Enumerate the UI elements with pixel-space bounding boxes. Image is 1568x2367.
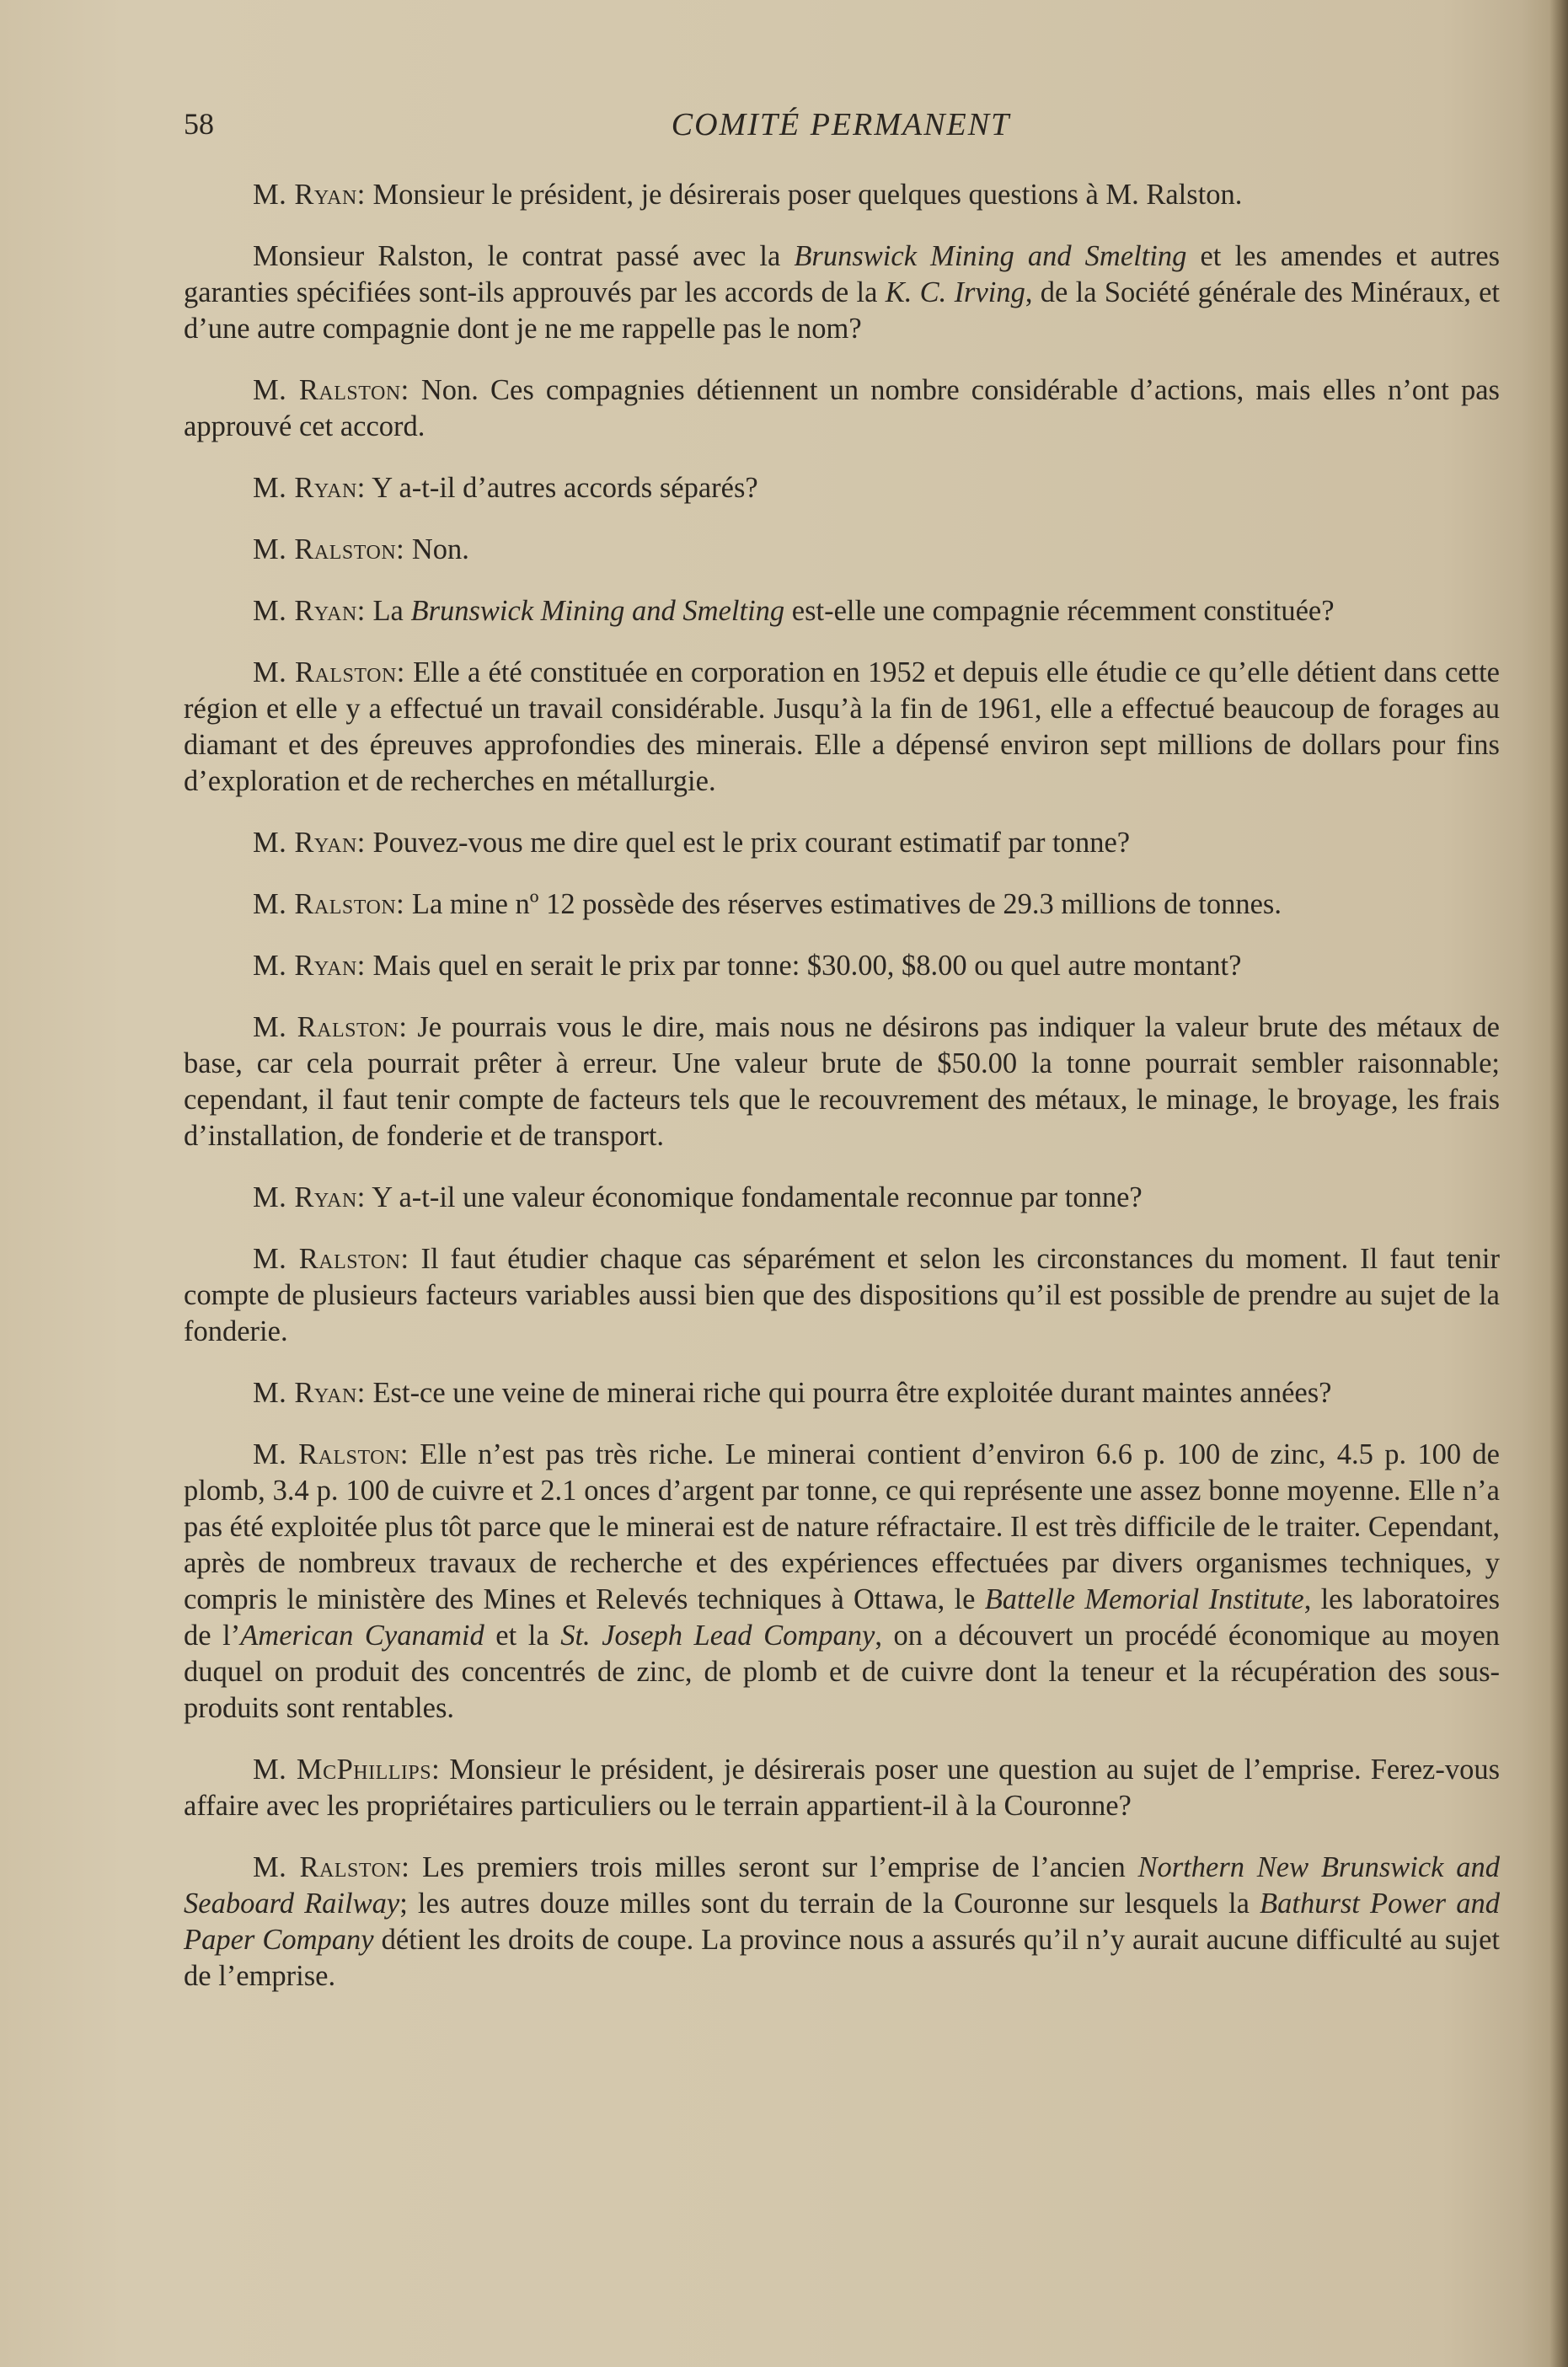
paragraph-text: La mine nº 12 possède des réserves estimatives de 29.3 millions de tonnes. — [404, 888, 1282, 920]
italic-name: Northern New Brunswick and Seaboard Railway — [184, 1851, 1500, 1920]
running-head: COMITÉ PERMANENT — [671, 107, 1011, 142]
paragraph-text: , on a découvert un procédé économique au moyen duquel on produit des concentrés de zinc, de plomb et de cuivre dont la teneur et la récupération des sous-produits sont rentables. — [184, 1620, 1501, 1724]
speaker-label: M. Ryan: — [253, 179, 366, 211]
paragraph-text: Il faut étudier chaque cas séparément et selon les circonstances du moment. Il faut tenir compte de plusieurs facteurs variables aussi bien que des dispositions qu’il est possible de prendre au sujet de la fonderie. — [184, 1243, 1500, 1347]
paragraph-text: ; les autres douze milles sont du terrain de la Couronne sur lesquels la — [399, 1888, 1260, 1920]
paragraph-text: La — [365, 595, 411, 627]
italic-name: Brunswick Mining and Smelting — [794, 240, 1187, 272]
page-header — [184, 106, 1498, 148]
italic-name: Bathurst Power and Paper Company — [184, 1888, 1500, 1956]
transcript-paragraph — [184, 655, 1500, 800]
speaker-label: M. Ralston: — [253, 1438, 409, 1470]
speaker-label: M. McPhillips: — [253, 1754, 441, 1786]
paragraph-text: Y a-t-il d’autres accords séparés? — [365, 472, 758, 504]
italic-name: Brunswick Mining and Smelting — [410, 595, 785, 627]
italic-name: St. Joseph Lead Company — [560, 1620, 875, 1652]
speaker-label: M. Ryan: — [253, 472, 366, 504]
transcript-paragraph — [184, 470, 1500, 506]
paragraph-text: et la — [484, 1620, 561, 1652]
speaker-label: M. Ralston: — [253, 656, 405, 688]
transcript-paragraph — [184, 1180, 1500, 1216]
speaker-label: M. Ryan: — [253, 1377, 366, 1409]
transcript-paragraph — [184, 1752, 1500, 1824]
paragraph-text: Est-ce une veine de minerai riche qui pourra être exploitée durant maintes années? — [365, 1377, 1332, 1409]
paragraph-text: Elle a été constituée en corporation en 1952 et depuis elle étudie ce qu’elle détient dans cette région et elle y a effectué un travail considérable. Jusqu’à la fin de 1961, elle a effectué beaucoup de forages au diamant et des épreuves approfondies des minerais. Elle a dépensé environ sept millions de dollars pour fins d’exploration et de recherches en métallurgie. — [184, 656, 1500, 797]
page-edge-shadow — [1549, 0, 1568, 2367]
paragraph-text: , de la Société générale des Minéraux, et d’une autre compagnie dont je ne me rappelle pas le nom? — [184, 276, 1501, 345]
paragraph-text: Monsieur le président, je désirerais poser une question au sujet de l’emprise. Ferez-vous affaire avec les propriétaires particuliers ou le terrain appartient-il à la Couronne? — [184, 1754, 1501, 1822]
paragraph-text: détient les droits de coupe. La province nous a assurés qu’il n’y aurait aucune difficulté au sujet de l’emprise. — [184, 1924, 1500, 1992]
paragraph-text: , les laboratoires de l’ — [184, 1583, 1501, 1652]
transcript-paragraph — [184, 1437, 1500, 1727]
paragraph-text: Monsieur Ralston, le contrat passé avec la — [253, 240, 795, 272]
paragraph-text: Non. — [404, 533, 469, 565]
paragraph-text: Mais quel en serait le prix par tonne: $30.00, $8.00 ou quel autre montant? — [365, 950, 1242, 982]
speaker-label: M. Ralston: — [253, 1243, 409, 1275]
speaker-label: M. Ralston: — [253, 374, 409, 406]
transcript-paragraph — [184, 177, 1500, 213]
paragraph-text: Pouvez-vous me dire quel est le prix courant estimatif par tonne? — [365, 827, 1131, 859]
transcript-paragraph — [184, 948, 1500, 984]
transcript-paragraph — [184, 238, 1500, 347]
italic-name: American Cyanamid — [240, 1620, 484, 1652]
transcript-body — [184, 177, 1500, 2020]
speaker-label: M. Ralston: — [253, 533, 405, 565]
speaker-label: M. Ryan: — [253, 950, 366, 982]
speaker-label: M. Ryan: — [253, 1181, 366, 1213]
transcript-paragraph — [184, 1009, 1500, 1154]
speaker-label: M. Ralston: — [253, 1851, 410, 1883]
paragraph-text: Y a-t-il une valeur économique fondamentale reconnue par tonne? — [365, 1181, 1143, 1213]
italic-name: Battelle Memorial Institute — [984, 1583, 1304, 1615]
transcript-paragraph — [184, 1241, 1500, 1350]
speaker-label: M. Ryan: — [253, 595, 366, 627]
transcript-paragraph — [184, 372, 1500, 445]
page-number: 58 — [184, 107, 214, 141]
italic-name: K. C. Irving — [885, 276, 1025, 308]
speaker-label: M. Ralston: — [253, 888, 405, 920]
transcript-paragraph — [184, 825, 1500, 861]
transcript-paragraph — [184, 886, 1500, 923]
paragraph-text: et les amendes et autres garanties spécifiées sont-ils approuvés par les accords de la — [184, 240, 1501, 308]
transcript-paragraph — [184, 593, 1500, 629]
paragraph-text: Non. Ces compagnies détiennent un nombre considérable d’actions, mais elles n’ont pas approuvé cet accord. — [184, 374, 1500, 442]
paragraph-text: Monsieur le président, je désirerais poser quelques questions à M. Ralston. — [365, 179, 1243, 211]
paragraph-text: Elle n’est pas très riche. Le minerai contient d’environ 6.6 p. 100 de zinc, 4.5 p. 100 de plomb, 3.4 p. 100 de cuivre et 2.1 onces d’argent par tonne, ce qui représente une assez bonne moyenne. Elle n’a pas été exploitée plus tôt parce que le minerai est de nature réfractaire. Il est très difficile de le traiter. Cependant, après de nombreux travaux de recherche et des expériences effectuées par divers organismes techniques, y compris le ministère des Mines et Relevés techniques à Ottawa, le — [184, 1438, 1500, 1615]
paragraph-text: Je pourrais vous le dire, mais nous ne désirons pas indiquer la valeur brute des métaux de base, car cela pourrait prêter à erreur. Une valeur brute de $50.00 la tonne pourrait sembler raisonnable; cependant, il faut tenir compte de facteurs tels que le recouvrement des métaux, le minage, le broyage, les frais d’installation, de fonderie et de transport. — [184, 1011, 1500, 1152]
transcript-paragraph — [184, 1375, 1500, 1411]
speaker-label: M. Ralston: — [253, 1011, 408, 1043]
paragraph-text: Les premiers trois milles seront sur l’emprise de l’ancien — [409, 1851, 1138, 1883]
transcript-paragraph — [184, 532, 1500, 568]
transcript-paragraph — [184, 1850, 1500, 1995]
speaker-label: M. Ryan: — [253, 827, 366, 859]
paragraph-text: est-elle une compagnie récemment constituée? — [784, 595, 1335, 627]
